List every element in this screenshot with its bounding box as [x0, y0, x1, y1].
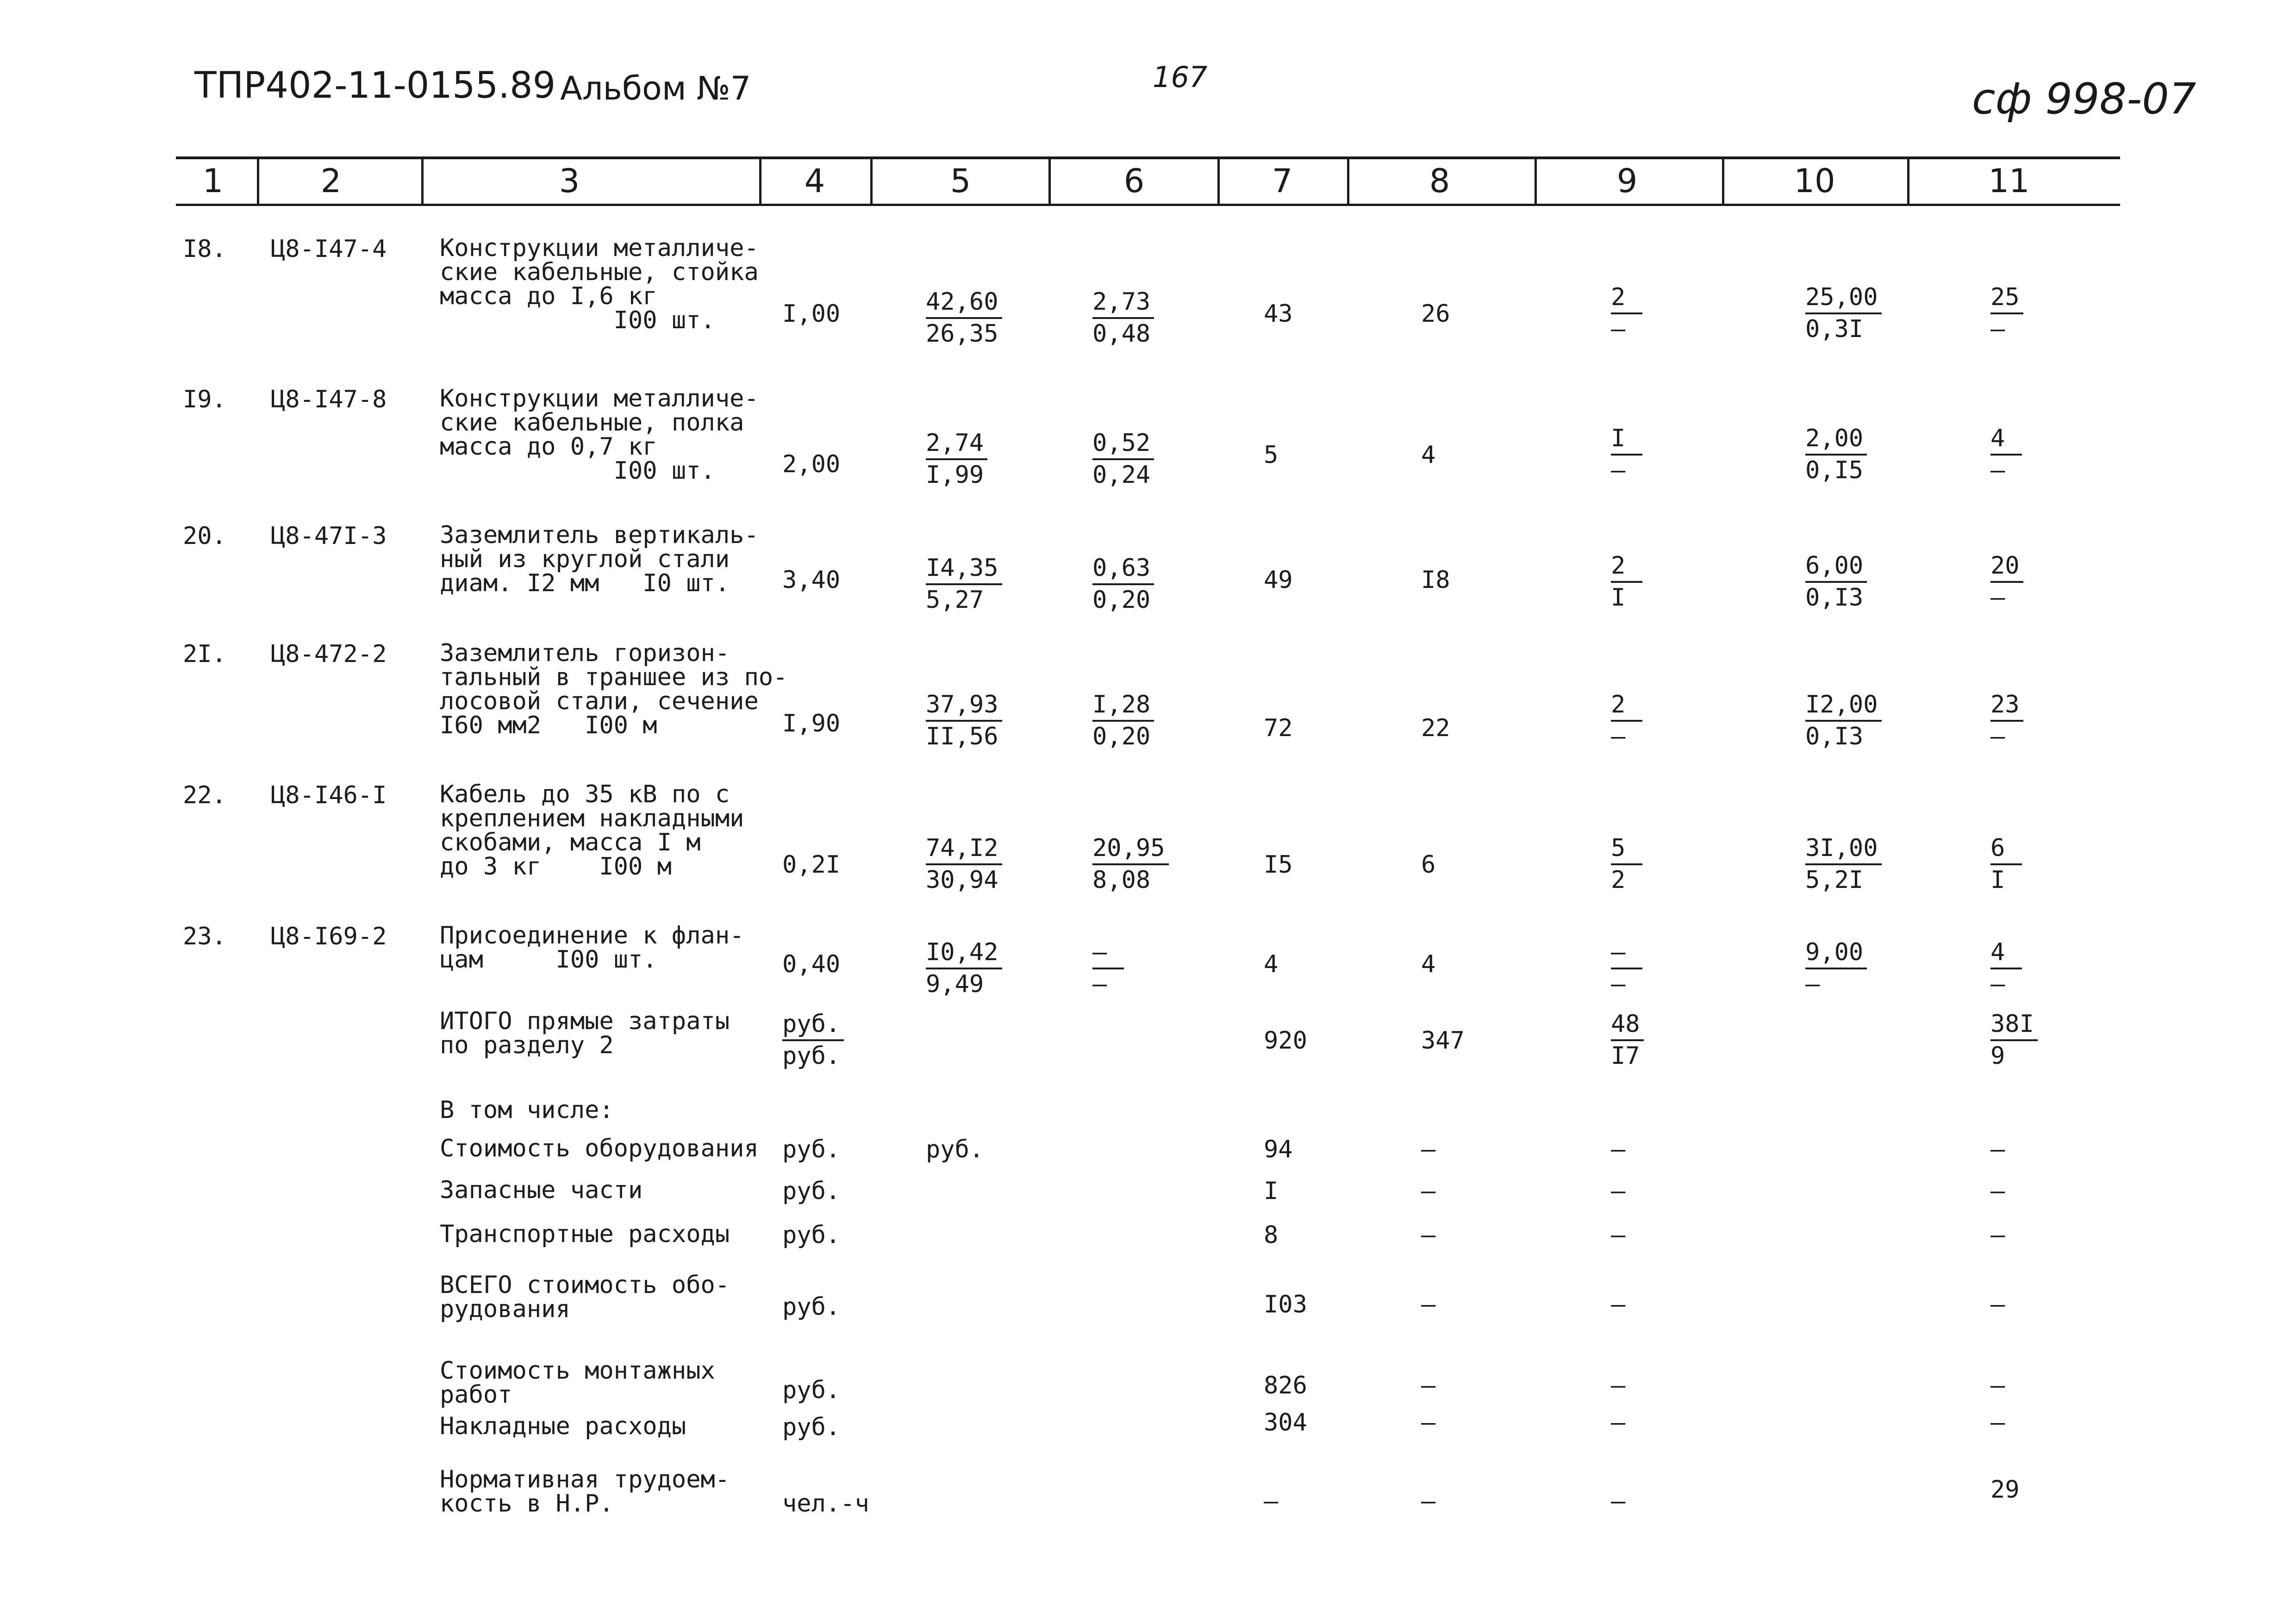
col10-fraction: $\frac{3I,00}{5,2I}$: [1805, 833, 1882, 895]
item-description: Заземлитель вертикаль- ный из круглой стали диам. I2 мм I0 шт.: [440, 521, 759, 597]
total-description: ИТОГО прямые затраты по разделу 2: [440, 1007, 730, 1059]
summary-unit: руб.: [782, 1177, 841, 1205]
header-top-line: [176, 156, 2120, 159]
column-number: 8: [1429, 162, 1450, 200]
summary-col8: –: [1421, 1409, 1436, 1437]
summary-col7: 8: [1264, 1221, 1279, 1249]
unit-cost-fraction: $\frac{I4,35}{5,27}$: [926, 553, 1002, 615]
stamp-code: сф 998-07: [1972, 74, 2196, 124]
item-code: Ц8-472-2: [271, 640, 387, 668]
operation-cost-fraction: $\frac{I,28}{0,20}$: [1092, 690, 1154, 752]
including-label: В том числе:: [440, 1096, 614, 1124]
summary-col7: –: [1264, 1487, 1279, 1515]
summary-col8: –: [1421, 1221, 1436, 1249]
col8-value: 6: [1421, 851, 1436, 879]
col8-value: 26: [1421, 300, 1450, 328]
unit-cost-fraction: $\frac{42,60}{26,35}$: [926, 287, 1002, 349]
col8-value: I8: [1421, 566, 1450, 594]
header-divider: [1048, 156, 1051, 206]
item-code: Ц8-I47-4: [271, 235, 387, 263]
col8-value: 22: [1421, 714, 1450, 742]
summary-col8: –: [1421, 1372, 1436, 1399]
summary-unit: руб.: [782, 1136, 841, 1163]
summary-unit: руб.: [782, 1293, 841, 1321]
header-divider: [1347, 156, 1349, 206]
summary-col11: –: [1990, 1136, 2005, 1163]
col11-fraction: 4 –: [1990, 937, 2022, 999]
item-number: 22.: [183, 781, 226, 809]
item-description: Кабель до 35 кВ по с креплением накладными скобами, масса I м до 3 кг I00 м: [440, 781, 744, 881]
operation-cost-fraction: $\frac{2,73}{0,48}$: [1092, 287, 1154, 349]
total-col8: 347: [1421, 1027, 1465, 1055]
column-number: 9: [1616, 162, 1638, 200]
col9-fraction: I –: [1611, 424, 1642, 486]
header-divider: [1722, 156, 1724, 206]
item-description: Присоединение к флан- цам I00 шт.: [440, 922, 744, 974]
summary-col9: –: [1611, 1221, 1626, 1249]
unit-cost-fraction: $\frac{37,93}{II,56}$: [926, 690, 1002, 752]
column-number: 10: [1794, 162, 1835, 200]
col8-value: 4: [1421, 950, 1436, 978]
column-number: 4: [804, 162, 825, 200]
col7-value: 43: [1264, 300, 1293, 328]
item-quantity: 0,2I: [782, 851, 841, 879]
document-code: ТПР402-11-0155.89: [194, 65, 556, 106]
col7-value: I5: [1264, 851, 1293, 879]
item-quantity: 0,40: [782, 950, 841, 978]
col10-fraction: $\frac{25,00}{0,3I}$: [1805, 282, 1882, 344]
summary-col8: –: [1421, 1136, 1436, 1163]
summary-description: ВСЕГО стоимость обо- рудования: [440, 1271, 730, 1323]
column-number: 7: [1272, 162, 1293, 200]
col7-value: 49: [1264, 566, 1293, 594]
col10-fraction: $\frac{2,00}{0,I5}$: [1805, 424, 1867, 486]
summary-col9: –: [1611, 1136, 1626, 1163]
summary-col9: –: [1611, 1372, 1626, 1399]
summary-col9: –: [1611, 1409, 1626, 1437]
summary-description: Стоимость оборудования: [440, 1135, 759, 1162]
summary-col7: 826: [1264, 1372, 1307, 1399]
summary-col11: –: [1990, 1291, 2005, 1318]
col10-fraction: $\frac{6,00}{0,I3}$: [1805, 551, 1867, 613]
operation-cost-fraction: $\frac{0,52}{0,24}$: [1092, 428, 1154, 490]
header-divider: [1217, 156, 1220, 206]
col9-fraction: 2 –: [1611, 690, 1642, 752]
summary-description: Накладные расходы: [440, 1412, 686, 1440]
unit-cost-fraction: $\frac{2,74}{I,99}$: [926, 428, 987, 490]
header-divider: [421, 156, 424, 206]
item-number: 20.: [183, 522, 226, 550]
col7-value: 5: [1264, 441, 1279, 469]
column-number: 2: [320, 162, 342, 200]
header-divider: [759, 156, 761, 206]
item-quantity: 2,00: [782, 450, 841, 478]
summary-col11: –: [1990, 1221, 2005, 1249]
header-bottom-line: [176, 204, 2120, 206]
item-code: Ц8-I46-I: [271, 781, 387, 809]
summary-col7: 94: [1264, 1136, 1293, 1163]
col9-fraction: $\frac{2}{I}$: [1611, 551, 1642, 613]
total-col7: 920: [1264, 1027, 1307, 1055]
item-number: 2I.: [183, 640, 226, 668]
album-label: Альбом №7: [560, 69, 751, 107]
item-code: Ц8-I47-8: [271, 386, 387, 413]
summary-description: Нормативная трудоем- кость в Н.Р.: [440, 1466, 730, 1518]
column-number: 6: [1123, 162, 1145, 200]
col7-value: 72: [1264, 714, 1293, 742]
column-number: 1: [202, 162, 224, 200]
summary-col8: –: [1421, 1291, 1436, 1318]
col9-fraction: 2 –: [1611, 282, 1642, 344]
operation-cost-fraction: – –: [1092, 937, 1124, 999]
summary-col9: –: [1611, 1487, 1626, 1515]
summary-col8: –: [1421, 1487, 1436, 1515]
summary-col5: руб.: [926, 1136, 984, 1163]
summary-col11: –: [1990, 1177, 2005, 1205]
summary-col9: –: [1611, 1177, 1626, 1205]
item-number: 23.: [183, 923, 226, 950]
item-description: Конструкции металличе- ские кабельные, полка масса до 0,7 кг I00 шт.: [440, 385, 759, 485]
item-number: I9.: [183, 386, 226, 413]
col11-fraction: $\frac{6}{I}$: [1990, 833, 2022, 895]
unit-cost-fraction: $\frac{I0,42}{9,49}$: [926, 937, 1002, 999]
summary-unit: руб.: [782, 1376, 841, 1404]
col10-fraction: $\frac{I2,00}{0,I3}$: [1805, 690, 1882, 752]
summary-col7: I: [1264, 1177, 1279, 1205]
summary-description: Запасные части: [440, 1176, 643, 1204]
column-number: 3: [559, 162, 580, 200]
summary-col11: –: [1990, 1409, 2005, 1437]
summary-col7: I03: [1264, 1291, 1307, 1318]
summary-unit: чел.-ч: [782, 1490, 869, 1518]
col7-value: 4: [1264, 950, 1279, 978]
total-unit: руб. руб.: [782, 1009, 844, 1071]
summary-col11: –: [1990, 1372, 2005, 1399]
header-divider: [1907, 156, 1909, 206]
summary-col7: 304: [1264, 1409, 1307, 1437]
item-description: Конструкции металличе- ские кабельные, стойка масса до I,6 кг I00 шт.: [440, 234, 759, 334]
item-quantity: 3,40: [782, 566, 841, 594]
column-number: 5: [950, 162, 971, 200]
unit-cost-fraction: $\frac{74,I2}{30,94}$: [926, 833, 1002, 895]
column-number: 11: [1988, 162, 2030, 200]
item-quantity: I,90: [782, 710, 841, 737]
summary-unit: руб.: [782, 1221, 841, 1249]
summary-col9: –: [1611, 1291, 1626, 1318]
operation-cost-fraction: $\frac{20,95}{8,08}$: [1092, 833, 1169, 895]
summary-col11: 29: [1990, 1476, 2020, 1504]
total-col11: $\frac{38I}{9}$: [1990, 1009, 2038, 1071]
item-number: I8.: [183, 235, 226, 263]
col11-fraction: 25 –: [1990, 282, 2023, 344]
total-col9: $\frac{48}{I7}$: [1611, 1009, 1644, 1071]
summary-unit: руб.: [782, 1413, 841, 1441]
col10-fraction: 9,00 –: [1805, 937, 1867, 999]
header-divider: [870, 156, 873, 206]
col11-fraction: 20 –: [1990, 551, 2023, 613]
col11-fraction: 4 –: [1990, 424, 2022, 486]
col9-fraction: $\frac{5}{2}$: [1611, 833, 1642, 895]
col9-fraction: – –: [1611, 937, 1642, 999]
page-number: 167: [1153, 60, 1208, 94]
item-description: Заземлитель горизон- тальный в траншее из по- лосовой стали, сечение I60 мм2 I00 м: [440, 639, 788, 739]
col11-fraction: 23 –: [1990, 690, 2023, 752]
summary-description: Транспортные расходы: [440, 1220, 730, 1248]
item-code: Ц8-I69-2: [271, 923, 387, 950]
summary-col8: –: [1421, 1177, 1436, 1205]
item-quantity: I,00: [782, 300, 841, 328]
operation-cost-fraction: $\frac{0,63}{0,20}$: [1092, 553, 1154, 615]
item-code: Ц8-47I-3: [271, 522, 387, 550]
summary-description: Стоимость монтажных работ: [440, 1357, 715, 1409]
col8-value: 4: [1421, 441, 1436, 469]
header-divider: [1535, 156, 1537, 206]
